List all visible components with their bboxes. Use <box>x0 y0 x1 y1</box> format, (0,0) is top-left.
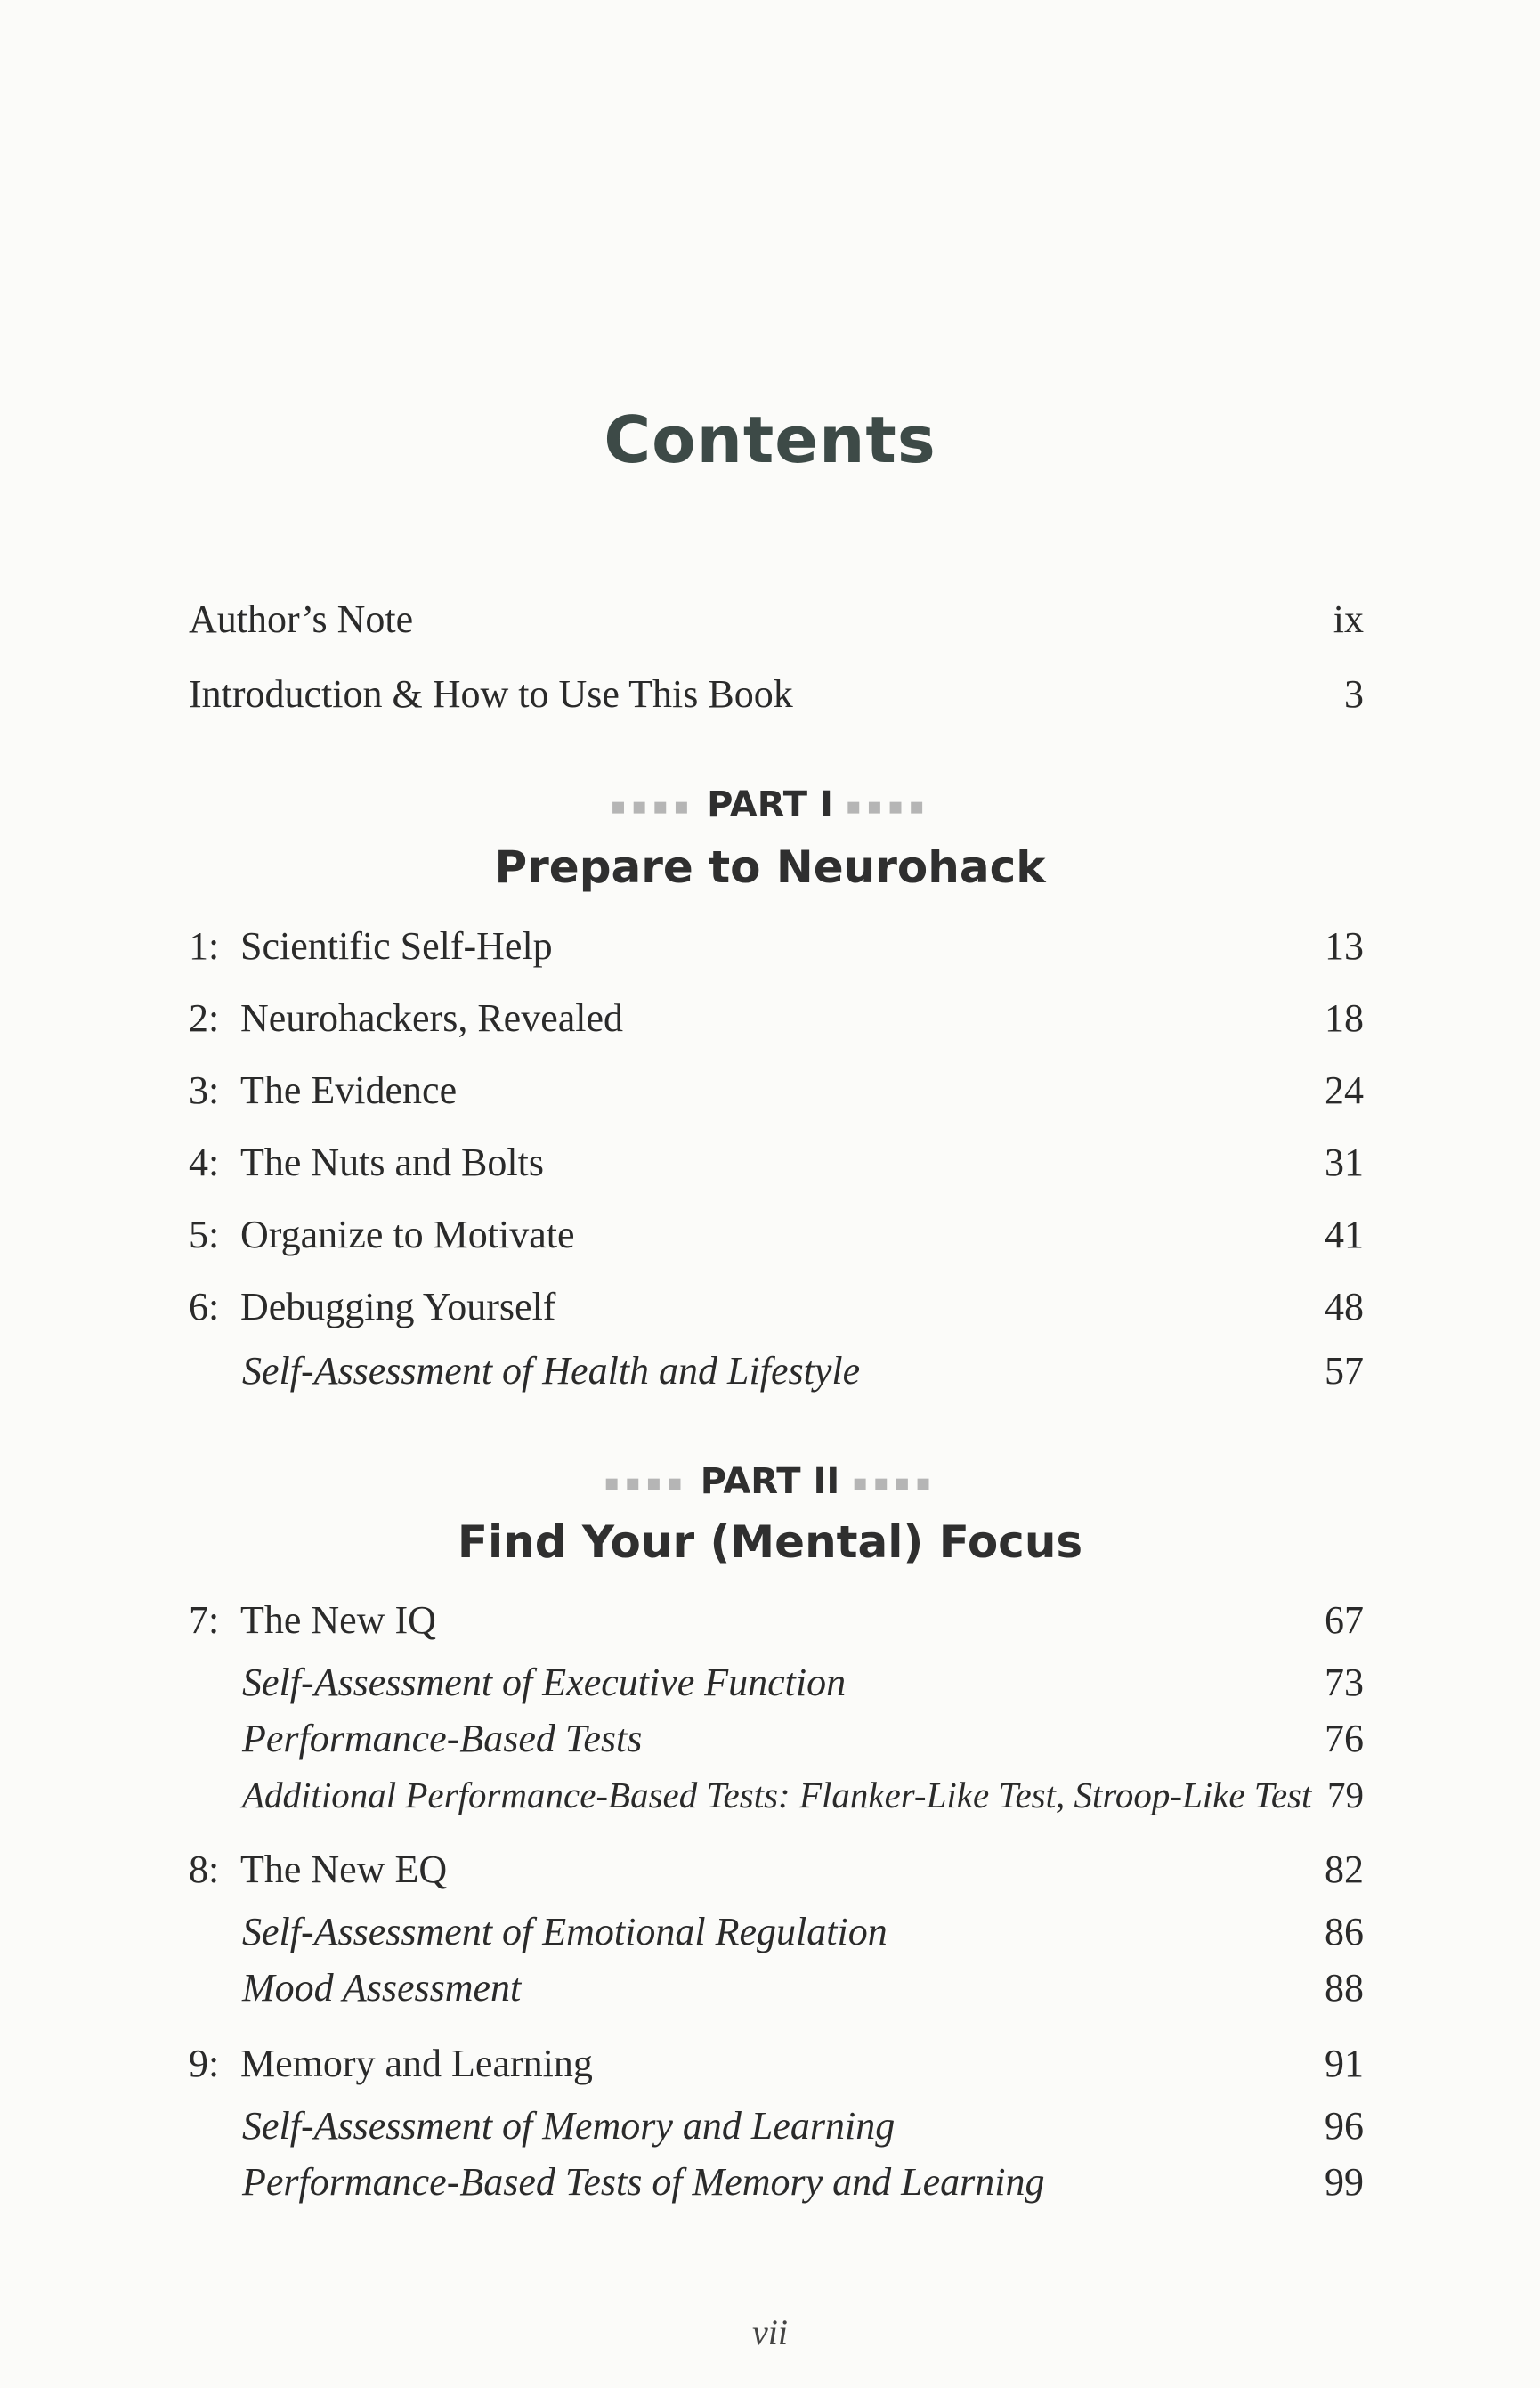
toc-subentry[interactable] <box>189 1714 1364 1764</box>
chapter-title: The Evidence <box>240 1068 458 1112</box>
chapter-page: 31 <box>1325 1141 1364 1184</box>
part-label-text: PART I <box>707 784 833 825</box>
chapter-title: Debugging Yourself <box>240 1285 556 1328</box>
toc-subentry[interactable] <box>189 2101 1364 2151</box>
ornament-right-icon: ▪▪▪▪ <box>852 1470 936 1497</box>
toc-chapter-1[interactable] <box>189 922 1364 971</box>
chapter-page: 48 <box>1325 1285 1364 1328</box>
chapter-title: Organize to Motivate <box>240 1213 575 1256</box>
toc-chapter-2[interactable] <box>189 994 1364 1044</box>
toc-entry-page: 3 <box>1344 672 1364 716</box>
subentry-title: Self-Assessment of Health and Lifestyle <box>242 1349 861 1393</box>
toc-entry-page: ix <box>1333 597 1364 641</box>
subentry-title: Self-Assessment of Memory and Learning <box>242 2104 896 2148</box>
toc-chapter-8[interactable] <box>189 1845 1364 1895</box>
chapter-page: 13 <box>1325 924 1364 968</box>
part-2-label <box>0 1458 1540 1505</box>
chapter-page: 18 <box>1325 996 1364 1040</box>
part-2-title: Find Your (Mental) Focus <box>457 1516 1083 1568</box>
chapter-number: 3: <box>189 1068 220 1112</box>
chapter-title: The New EQ <box>240 1848 448 1891</box>
chapter-title: Memory and Learning <box>240 2042 593 2085</box>
chapter-number: 6: <box>189 1285 220 1328</box>
chapter-number: 1: <box>189 924 220 968</box>
subentry-title: Performance-Based Tests <box>242 1717 643 1760</box>
chapter-number: 4: <box>189 1141 220 1184</box>
subentry-page: 88 <box>1325 1966 1364 2010</box>
chapter-number: 2: <box>189 996 220 1040</box>
subentry-page: 99 <box>1325 2160 1364 2204</box>
subentry-page: 73 <box>1325 1661 1364 1704</box>
toc-chapter-3[interactable] <box>189 1066 1364 1116</box>
chapter-title: Scientific Self-Help <box>240 924 553 968</box>
subentry-title: Self-Assessment of Executive Function <box>242 1661 847 1704</box>
chapter-title: Neurohackers, Revealed <box>240 996 624 1040</box>
subentry-page: 79 <box>1327 1775 1364 1815</box>
subentry-title: Additional Performance-Based Tests: Flanker-Like Test, Stroop-Like Test <box>242 1775 1312 1815</box>
chapter-page: 82 <box>1325 1848 1364 1891</box>
page-folio: vii <box>752 2312 788 2352</box>
toc-subentry[interactable] <box>189 1658 1364 1708</box>
toc-subentry[interactable] <box>189 1907 1364 1957</box>
chapter-number: 8: <box>189 1848 220 1891</box>
toc-chapter-6[interactable] <box>189 1282 1364 1332</box>
part-1-label <box>0 782 1540 828</box>
toc-entry-introduction[interactable] <box>189 670 1364 719</box>
subentry-title: Mood Assessment <box>242 1966 522 2010</box>
toc-subentry[interactable] <box>189 1346 1364 1396</box>
chapter-number: 9: <box>189 2042 220 2085</box>
toc-subentry[interactable] <box>189 1770 1364 1820</box>
chapter-number: 5: <box>189 1213 220 1256</box>
toc-entry-label: Introduction & How to Use This Book <box>189 672 793 716</box>
toc-chapter-5[interactable] <box>189 1210 1364 1260</box>
toc-entry-authors-note[interactable] <box>189 595 1364 645</box>
ornament-right-icon: ▪▪▪▪ <box>845 793 930 820</box>
chapter-number: 7: <box>189 1598 220 1642</box>
part-label-text: PART II <box>700 1461 840 1502</box>
ornament-left-icon: ▪▪▪▪ <box>610 793 695 820</box>
toc-chapter-9[interactable] <box>189 2039 1364 2089</box>
chapter-title: The Nuts and Bolts <box>240 1141 544 1184</box>
subentry-page: 86 <box>1325 1910 1364 1953</box>
chapter-page: 91 <box>1325 2042 1364 2085</box>
chapter-title: The New IQ <box>240 1598 436 1642</box>
chapter-page: 41 <box>1325 1213 1364 1256</box>
chapter-page: 24 <box>1325 1068 1364 1112</box>
page-title: Contents <box>604 402 936 477</box>
toc-chapter-4[interactable] <box>189 1138 1364 1188</box>
subentry-title: Performance-Based Tests of Memory and Learning <box>242 2160 1045 2204</box>
ornament-left-icon: ▪▪▪▪ <box>604 1470 688 1497</box>
toc-subentry[interactable] <box>189 1963 1364 2013</box>
subentry-page: 57 <box>1325 1349 1364 1393</box>
toc-subentry[interactable] <box>189 2157 1364 2207</box>
part-1-title: Prepare to Neurohack <box>494 841 1046 893</box>
subentry-title: Self-Assessment of Emotional Regulation <box>242 1910 888 1953</box>
chapter-page: 67 <box>1325 1598 1364 1642</box>
subentry-page: 76 <box>1325 1717 1364 1760</box>
subentry-page: 96 <box>1325 2104 1364 2148</box>
toc-chapter-7[interactable] <box>189 1596 1364 1645</box>
toc-entry-label: Author’s Note <box>189 597 414 641</box>
